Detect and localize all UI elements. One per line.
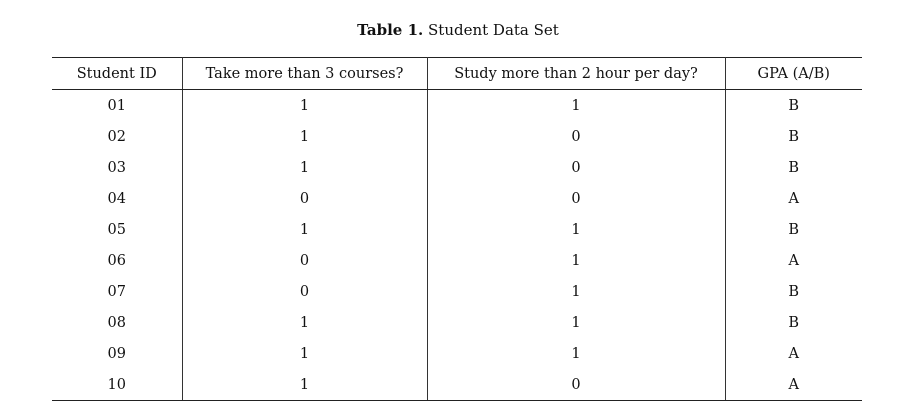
cell-student-id: 05 xyxy=(52,214,182,245)
header-student-id: Student ID xyxy=(52,58,182,90)
cell-gpa: A xyxy=(788,345,799,362)
table-row xyxy=(52,214,862,245)
cell-student-id: 04 xyxy=(52,183,182,214)
caption-text: Student Data Set xyxy=(428,21,559,39)
cell-study-hours: 1 xyxy=(427,245,725,276)
cell-study-hours: 0 xyxy=(427,369,725,401)
cell-courses: 1 xyxy=(182,307,427,338)
table-row xyxy=(52,121,862,152)
cell-courses: 1 xyxy=(182,152,427,183)
cell-study-hours: 0 xyxy=(427,183,725,214)
cell-courses: 0 xyxy=(182,245,427,276)
cell-student-id: 07 xyxy=(52,276,182,307)
cell-student-id: 10 xyxy=(52,369,182,401)
cell-courses: 0 xyxy=(182,276,427,307)
cell-courses: 0 xyxy=(182,183,427,214)
table-row xyxy=(52,183,862,214)
cell-student-id: 02 xyxy=(52,121,182,152)
cell-study-hours: 1 xyxy=(427,307,725,338)
cell-courses: 1 xyxy=(182,369,427,401)
cell-study-hours: 0 xyxy=(427,152,725,183)
cell-student-id: 01 xyxy=(52,90,182,122)
cell-gpa: A xyxy=(788,190,799,207)
table-row xyxy=(52,90,862,122)
cell-study-hours: 1 xyxy=(427,276,725,307)
student-data-table xyxy=(52,57,862,401)
cell-gpa: B xyxy=(788,159,800,176)
cell-gpa: B xyxy=(788,97,800,114)
cell-study-hours: 0 xyxy=(427,121,725,152)
cell-student-id: 08 xyxy=(52,307,182,338)
cell-study-hours: 1 xyxy=(427,338,725,369)
header-courses: Take more than 3 courses? xyxy=(182,58,427,90)
table-row xyxy=(52,245,862,276)
cell-student-id: 09 xyxy=(52,338,182,369)
cell-courses: 1 xyxy=(182,214,427,245)
header-gpa: GPA (A/B) xyxy=(725,58,862,90)
header-study-hours: Study more than 2 hour per day? xyxy=(427,58,725,90)
cell-student-id: 03 xyxy=(52,152,182,183)
cell-courses: 1 xyxy=(182,90,427,122)
cell-gpa: B xyxy=(788,128,800,145)
cell-study-hours: 1 xyxy=(427,214,725,245)
cell-courses: 1 xyxy=(182,121,427,152)
table-row xyxy=(52,276,862,307)
cell-gpa: B xyxy=(788,283,800,300)
cell-gpa: B xyxy=(788,314,800,331)
cell-study-hours: 1 xyxy=(427,90,725,122)
table-row xyxy=(52,338,862,369)
table-row xyxy=(52,152,862,183)
table-row xyxy=(52,307,862,338)
cell-gpa: A xyxy=(725,369,862,401)
table-caption xyxy=(0,20,916,40)
caption-label: Table 1. xyxy=(357,21,424,39)
cell-gpa: A xyxy=(788,252,799,269)
cell-gpa: B xyxy=(788,221,800,238)
cell-courses: 1 xyxy=(182,338,427,369)
header-row xyxy=(52,58,862,90)
cell-student-id: 06 xyxy=(52,245,182,276)
table-row xyxy=(52,369,862,401)
